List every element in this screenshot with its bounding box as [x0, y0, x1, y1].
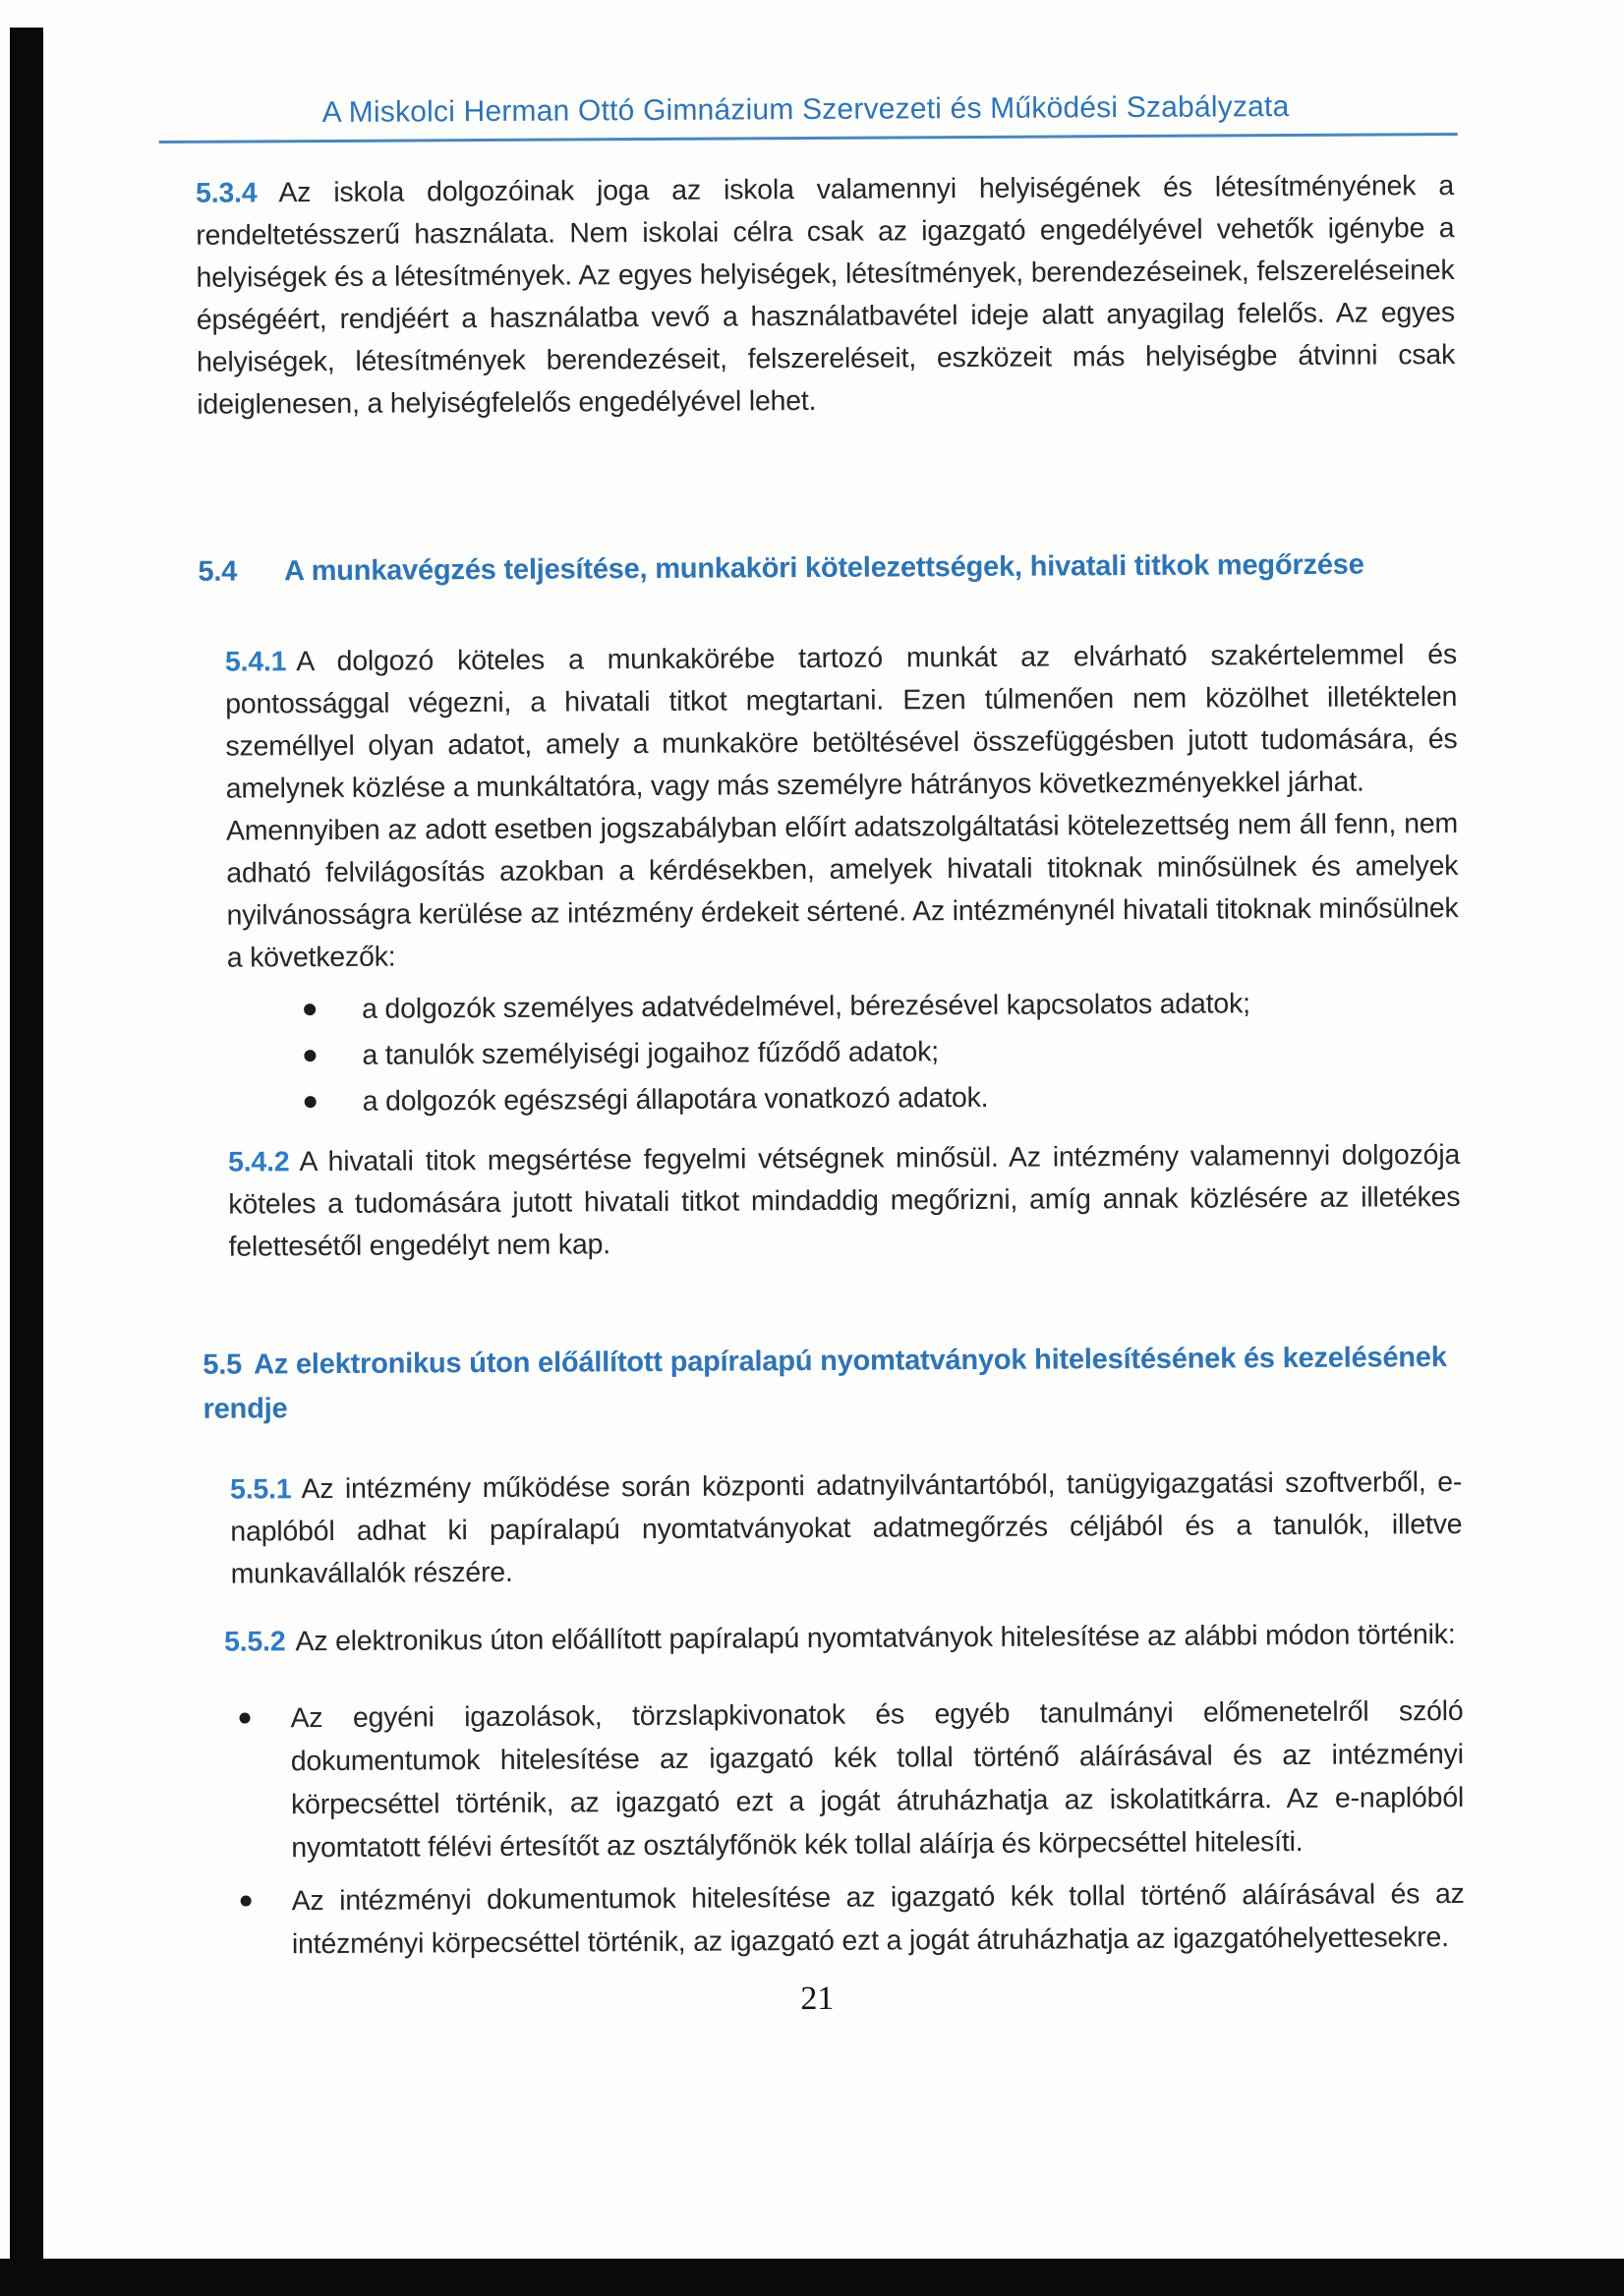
scan-artifact-bottom-bar — [0, 2259, 1624, 2296]
section-5-3-4 — [196, 165, 1456, 427]
heading-5-4 — [198, 547, 1620, 589]
section-text: Az elektronikus úton előállított papíralapú nyomtatványok hitelesítése az alábbi módon történik: — [295, 1619, 1456, 1658]
bullet-icon — [239, 1713, 250, 1724]
section-5-5-2 — [224, 1614, 1463, 1664]
section-5-4-1 — [225, 634, 1459, 980]
list-item — [239, 1690, 1464, 1870]
section-number: 5.4.1 — [224, 646, 287, 678]
section-paragraph — [225, 634, 1458, 811]
section-number: 5.3.4 — [195, 177, 258, 209]
list-item-text: a tanulók személyiségi jogaihoz fűződő adatok; — [362, 1036, 940, 1071]
bullet-icon — [304, 1050, 316, 1062]
section-number: 5.5.2 — [223, 1626, 286, 1658]
section-number: 5.4.2 — [227, 1146, 290, 1178]
page-number: 21 — [800, 1980, 835, 2018]
list-item-text: Az intézményi dokumentumok hitelesítése az igazgató kék tollal történő aláírásával és az intézményi körpecséttel történik, az igazgató ezt a jogát átruházhatja az igazgatóhelyettesekre. — [291, 1877, 1465, 1961]
list-item-text: Az egyéni igazolások, törzslapkivonatok és egyéb tanulmányi előmenetelről szóló dokumentumok hitelesítése az igazgató kék tollal történő aláírásával és az intézményi körpecséttel történik, az igazgató ezt a jogát átruházhatja az iskolatitkárra. Az e-naplóból nyomtatott félévi értesítőt az osztályfőnök kék tollal aláírja és körpecséttel hitelesíti. — [290, 1694, 1465, 1865]
header-underline-rule — [159, 133, 1458, 144]
heading-number: 5.5 — [203, 1349, 243, 1381]
section-paragraph — [226, 803, 1459, 980]
list-item — [304, 1026, 1464, 1079]
list-item — [305, 1072, 1465, 1125]
section-text: Az iskola dolgozóinak joga az iskola valamennyi helyiségének és létesítményének a rendeltetésszerű használata. Nem iskolai célra csak az igazgató engedélyével vehetők igénybe a helyiségek és a létesítmények. Az egyes helyiségek, létesítmények, berendezéseinek, felszereléseinek épségéért, rendjéért a használatba vevő a használatbavétel ideje alatt anyagilag felelős. Az egyes helyiségek, létesítmények berendezéseit, felszereléseit, eszközeit más helyiségbe átvinni csak ideiglenesen, a helyiségfelelős engedélyével lehet. — [196, 169, 1456, 421]
heading-title: A munkavégzés teljesítése, munkaköri kötelezettségek, hivatali titkok megőrzése — [284, 548, 1364, 588]
heading-title: Az elektronikus úton előállított papíralapú nyomtatványok hitelesítésének és kezelésének rendje — [203, 1342, 1447, 1425]
section-text: A hivatali titok megsértése fegyelmi vétségnek minősül. Az intézmény valamennyi dolgozója köteles a tudomására jutott hivatali titkot mindaddig megőrizni, amíg annak közlésére az illetékes felettesétől engedélyt nem kap. — [228, 1138, 1461, 1263]
bullet-icon — [305, 1096, 317, 1108]
list-item-text: a dolgozók személyes adatvédelmével, bérezésével kapcsolatos adatok; — [362, 988, 1250, 1025]
bullet-icon — [304, 1004, 316, 1015]
section-5-5-1 — [230, 1462, 1463, 1596]
list-item-text: a dolgozók egészségi állapotára vonatkozó adatok. — [362, 1081, 989, 1118]
heading-5-5 — [203, 1336, 1462, 1432]
bullet-icon — [241, 1895, 252, 1906]
section-text: Amennyiben az adott esetben jogszabályban előírt adatszolgáltatási kötelezettség nem áll fenn, nem adható felvilágosítás azokban a kérdésekben, amelyek hivatali titoknak minősülnek és amelyek nyilvánosságra kerülése az intézmény érdekeit sértené. Az intézménynél hivatali titoknak minősülnek a következők: — [225, 807, 1459, 974]
section-text: Az intézmény működése során központi adatnyilvántartóból, tanügyigazgatási szoftverből, e-naplóból adhat ki papíralapú nyomtatványokat adatmegőrzés céljából és a tanulók, illetve munkavállalók részére. — [230, 1465, 1463, 1590]
bullet-list-hivatali-titkok — [304, 980, 1465, 1125]
list-item — [241, 1872, 1466, 1967]
bullet-list-hitelesites — [239, 1690, 1465, 1967]
section-text: A dolgozó köteles a munkakörébe tartozó munkát az elvárható szakértelemmel és pontossággal végezni, a hivatali titkot megtartani. Ezen túlmenően nem közölhet illetéktelen személlyel olyan adatot, amely a munkaköre betöltésével összefüggésben jutott tudomására, és amelynek közlése a munkáltatóra, vagy más személyre hátrányos következményekkel járhat. — [225, 638, 1458, 805]
list-item — [304, 980, 1464, 1033]
scan-artifact-left-bar — [10, 28, 43, 2296]
header-title: A Miskolci Herman Ottó Gimnázium Szervezeti és Működési Szabályzata — [321, 90, 1290, 130]
section-5-4-2 — [228, 1134, 1461, 1269]
section-number: 5.5.1 — [230, 1473, 292, 1506]
heading-number: 5.4 — [198, 555, 238, 588]
